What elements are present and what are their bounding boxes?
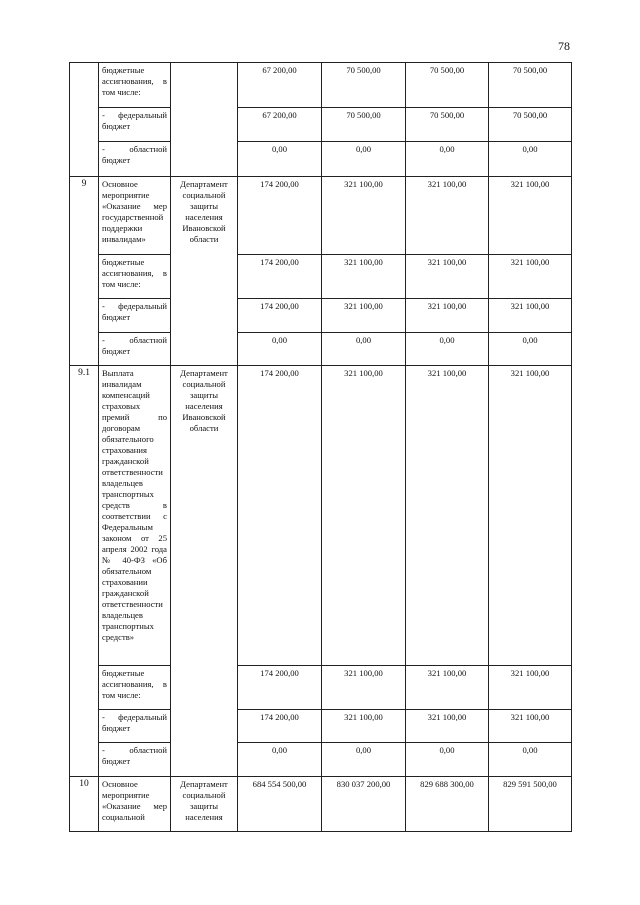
- value-cell: 321 100,00: [406, 666, 489, 710]
- table-row: [70, 63, 572, 108]
- row-description: - федеральный бюджет: [99, 710, 171, 743]
- value-cell: 0,00: [238, 743, 322, 777]
- value-cell: 321 100,00: [406, 710, 489, 743]
- value-cell: 684 554 500,00: [238, 777, 322, 832]
- row-description: бюджетные ассигнования, в том числе:: [99, 255, 171, 299]
- department-cell: Департамент социальной защиты населения: [171, 777, 238, 832]
- row-description: - областной бюджет: [99, 142, 171, 177]
- value-cell: 321 100,00: [322, 666, 406, 710]
- value-cell: 0,00: [322, 743, 406, 777]
- value-cell: 174 200,00: [238, 299, 322, 333]
- row-number: 9.1: [70, 366, 99, 777]
- value-cell: 174 200,00: [238, 177, 322, 255]
- value-cell: 70 500,00: [322, 63, 406, 108]
- page-number: 78: [558, 39, 570, 53]
- table-row: [70, 366, 572, 666]
- value-cell: 70 500,00: [489, 108, 572, 142]
- row-description: - федеральный бюджет: [99, 299, 171, 333]
- table-row: [70, 142, 572, 177]
- value-cell: 174 200,00: [238, 710, 322, 743]
- value-cell: 0,00: [406, 142, 489, 177]
- value-cell: 0,00: [322, 333, 406, 366]
- value-cell: 0,00: [406, 333, 489, 366]
- row-number: 10: [70, 777, 99, 832]
- value-cell: 830 037 200,00: [322, 777, 406, 832]
- value-cell: 321 100,00: [322, 710, 406, 743]
- department-cell: Департамент социальной защиты населения Ивановской области: [171, 177, 238, 366]
- value-cell: 70 500,00: [406, 63, 489, 108]
- value-cell: 321 100,00: [406, 299, 489, 333]
- table-row: [70, 710, 572, 743]
- value-cell: 829 591 500,00: [489, 777, 572, 832]
- row-number: 9: [70, 177, 99, 366]
- budget-table: [69, 62, 572, 832]
- table-cell-num: [70, 63, 99, 177]
- value-cell: 321 100,00: [406, 255, 489, 299]
- row-description: - областной бюджет: [99, 743, 171, 777]
- value-cell: 321 100,00: [406, 366, 489, 666]
- value-cell: 321 100,00: [322, 299, 406, 333]
- row-description: Выплата инвалидам компенсаций страховых премий по договорам обязательного страхования гражданской ответственности владельцев транспортных средств в соответствии с Федеральным законом от 25 апреля 2002 года № 40-ФЗ «Об обязательном страховании гражданской ответственности владельцев транспортных средств»: [99, 366, 171, 666]
- value-cell: 174 200,00: [238, 666, 322, 710]
- table-cell-dept: [171, 63, 238, 177]
- table-row: [70, 177, 572, 255]
- value-cell: 0,00: [406, 743, 489, 777]
- value-cell: 0,00: [489, 333, 572, 366]
- row-description: Основное мероприятие «Оказание мер государственной поддержки инвалидам»: [99, 177, 171, 255]
- value-cell: 67 200,00: [238, 63, 322, 108]
- value-cell: 70 500,00: [489, 63, 572, 108]
- department-cell: Департамент социальной защиты населения Ивановской области: [171, 366, 238, 777]
- value-cell: 321 100,00: [322, 366, 406, 666]
- table-row: [70, 255, 572, 299]
- value-cell: 321 100,00: [489, 366, 572, 666]
- value-cell: 0,00: [238, 142, 322, 177]
- value-cell: 321 100,00: [322, 177, 406, 255]
- value-cell: 321 100,00: [489, 710, 572, 743]
- value-cell: 0,00: [322, 142, 406, 177]
- row-description: - областной бюджет: [99, 333, 171, 366]
- value-cell: 321 100,00: [322, 255, 406, 299]
- table-row: [70, 743, 572, 777]
- value-cell: 174 200,00: [238, 255, 322, 299]
- value-cell: 321 100,00: [489, 666, 572, 710]
- row-description: бюджетные ассигнования, в том числе:: [99, 666, 171, 710]
- table-row: [70, 108, 572, 142]
- table-row: [70, 666, 572, 710]
- value-cell: 70 500,00: [322, 108, 406, 142]
- value-cell: 321 100,00: [489, 177, 572, 255]
- value-cell: 321 100,00: [489, 299, 572, 333]
- value-cell: 0,00: [489, 142, 572, 177]
- value-cell: 70 500,00: [406, 108, 489, 142]
- value-cell: 174 200,00: [238, 366, 322, 666]
- row-description: Основное мероприятие «Оказание мер социальной: [99, 777, 171, 832]
- table-row: [70, 777, 572, 832]
- value-cell: 829 688 300,00: [406, 777, 489, 832]
- value-cell: 321 100,00: [406, 177, 489, 255]
- row-description: - федеральный бюджет: [99, 108, 171, 142]
- value-cell: 0,00: [238, 333, 322, 366]
- table-row: [70, 299, 572, 333]
- value-cell: 67 200,00: [238, 108, 322, 142]
- value-cell: 321 100,00: [489, 255, 572, 299]
- table-row: [70, 333, 572, 366]
- row-description: бюджетные ассигнования, в том числе:: [99, 63, 171, 108]
- value-cell: 0,00: [489, 743, 572, 777]
